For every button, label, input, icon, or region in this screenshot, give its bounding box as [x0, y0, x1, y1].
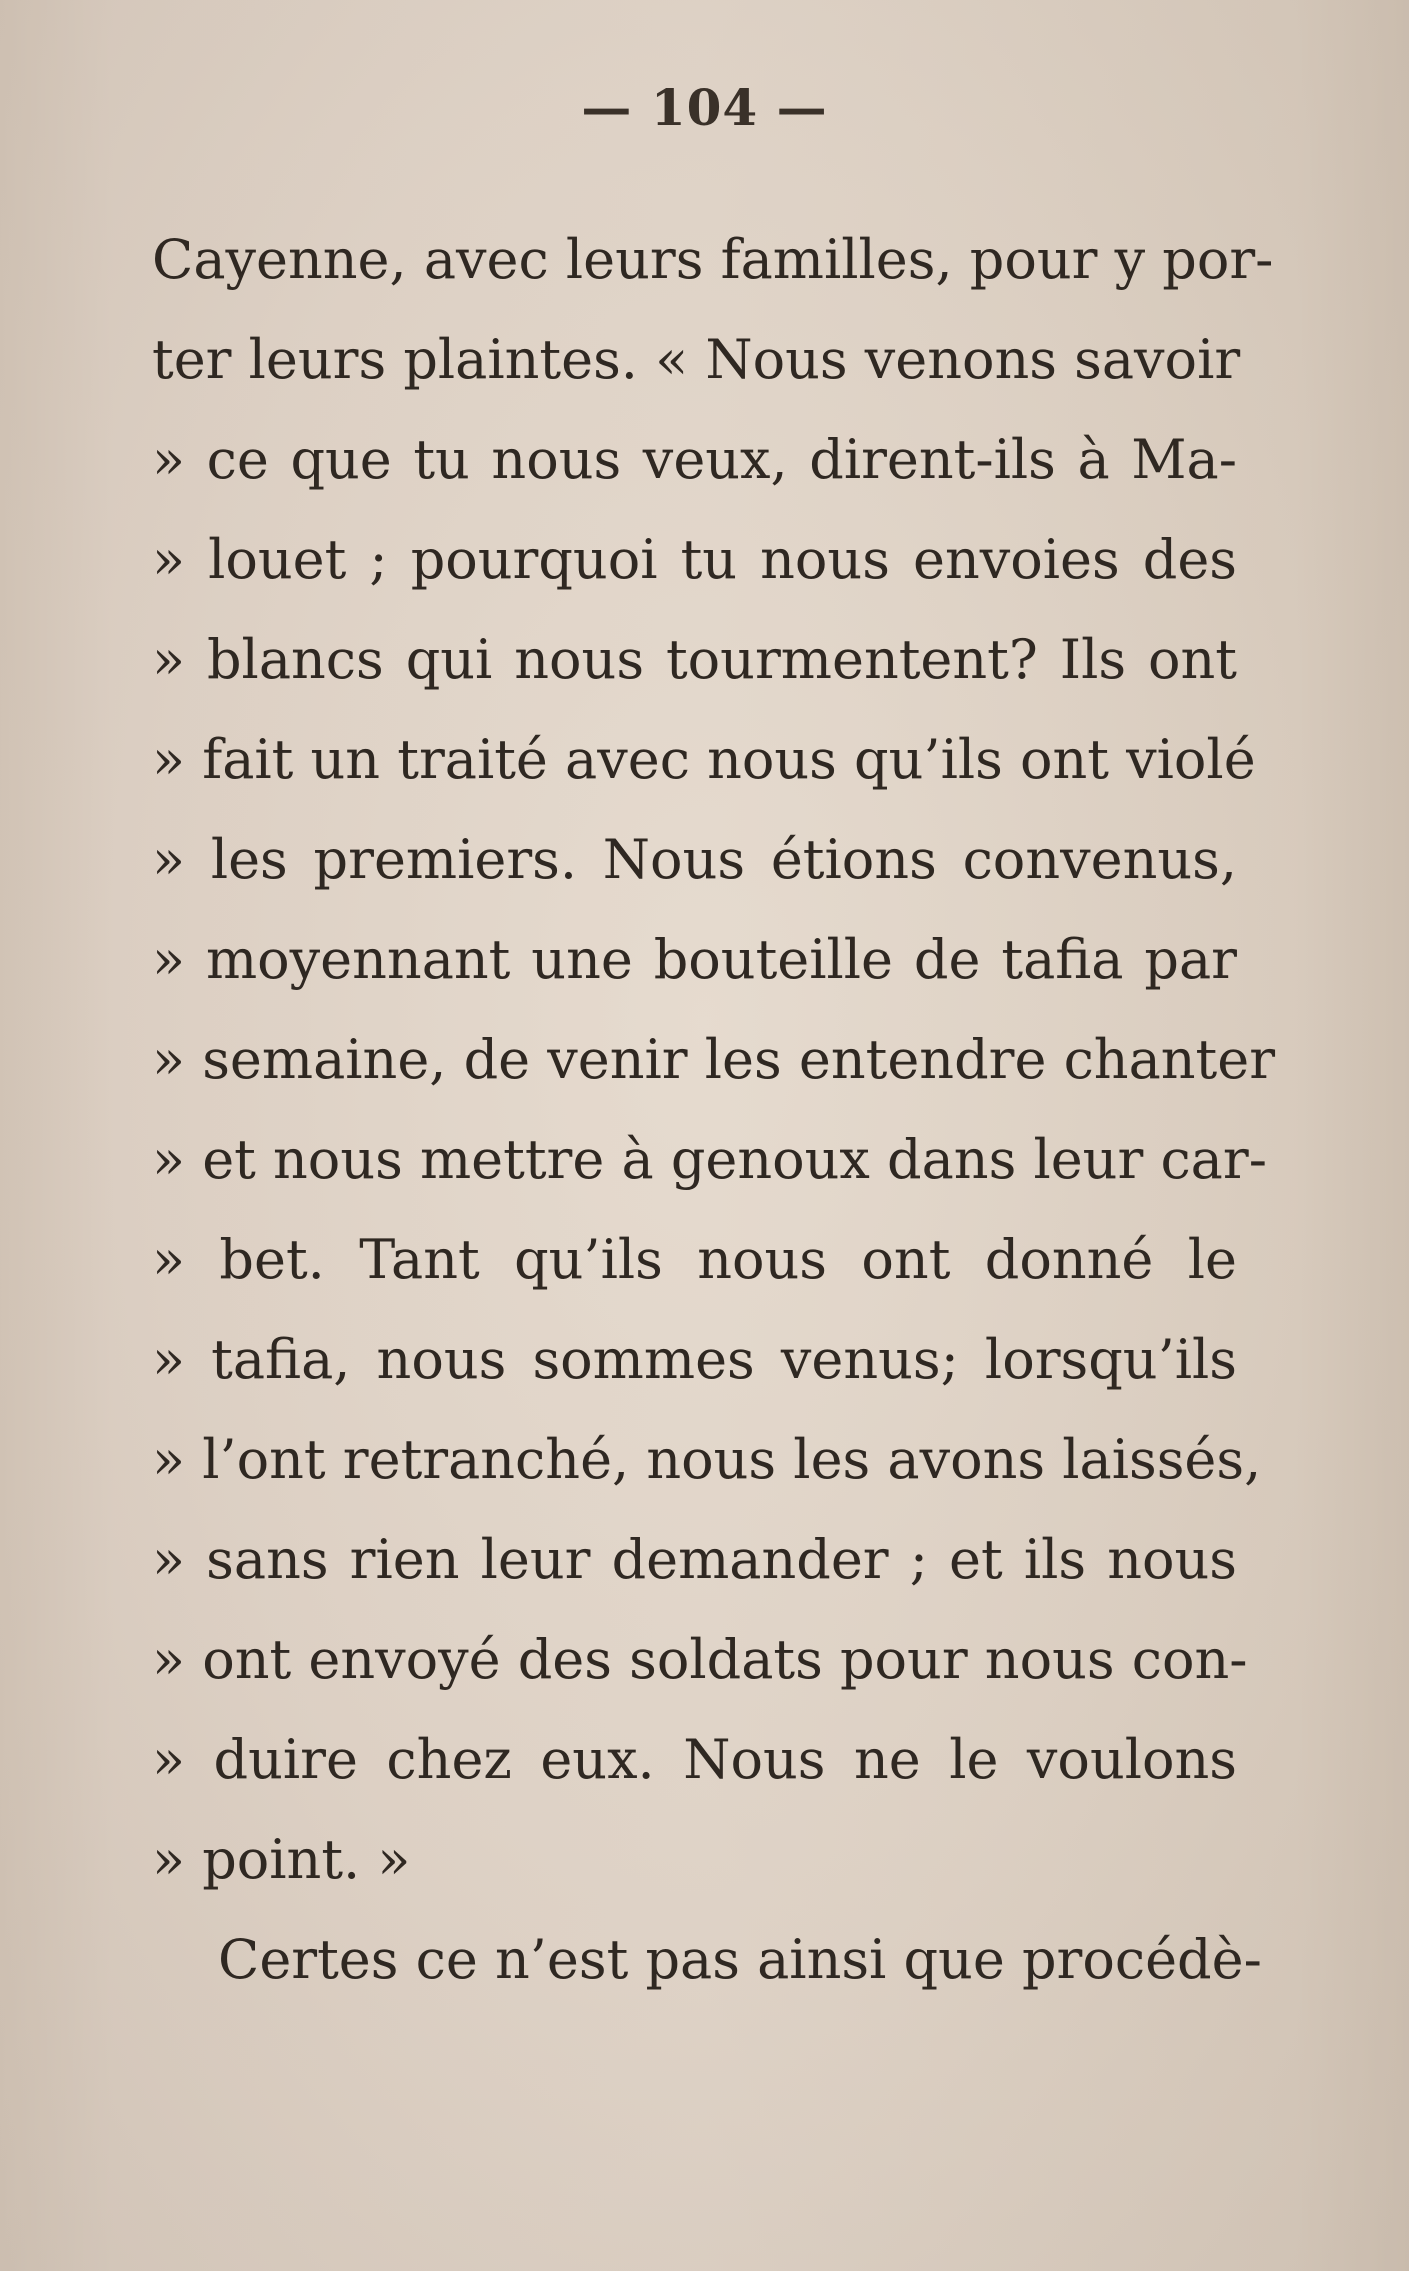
text-line: Cayenne, avec leurs familles, pour y por- [152, 228, 1274, 291]
text-line: » duire chez eux. Nous ne le voulons [152, 1728, 1237, 1791]
text-line: Certes ce n’est pas ainsi que procédè- [218, 1928, 1262, 1991]
text-line: » tafia, nous sommes venus; lorsqu’ils [152, 1328, 1237, 1391]
text-line: » les premiers. Nous étions convenus, [152, 828, 1237, 891]
text-line: » moyennant une bouteille de tafia par [152, 928, 1237, 991]
text-line: » louet ; pourquoi tu nous envoies des [152, 528, 1237, 591]
text-line: » bet. Tant qu’ils nous ont donné le [152, 1228, 1237, 1291]
text-line: » point. » [152, 1828, 411, 1891]
text-line: » fait un traité avec nous qu’ils ont violé [152, 728, 1256, 791]
text-line: » sans rien leur demander ; et ils nous [152, 1528, 1237, 1591]
text-line: » et nous mettre à genoux dans leur car- [152, 1128, 1267, 1191]
page-number: — 104 — [581, 78, 828, 137]
text-line: » blancs qui nous tourmentent? Ils ont [152, 628, 1237, 691]
text-line: » ce que tu nous veux, dirent-ils à Ma- [152, 428, 1237, 491]
text-line: ter leurs plaintes. « Nous venons savoir [152, 328, 1241, 391]
text-line: » ont envoyé des soldats pour nous con- [152, 1628, 1248, 1691]
body-text [152, 210, 1276, 2010]
text-line: » l’ont retranché, nous les avons laissés, [152, 1428, 1262, 1491]
text-line: » semaine, de venir les entendre chanter [152, 1028, 1276, 1091]
